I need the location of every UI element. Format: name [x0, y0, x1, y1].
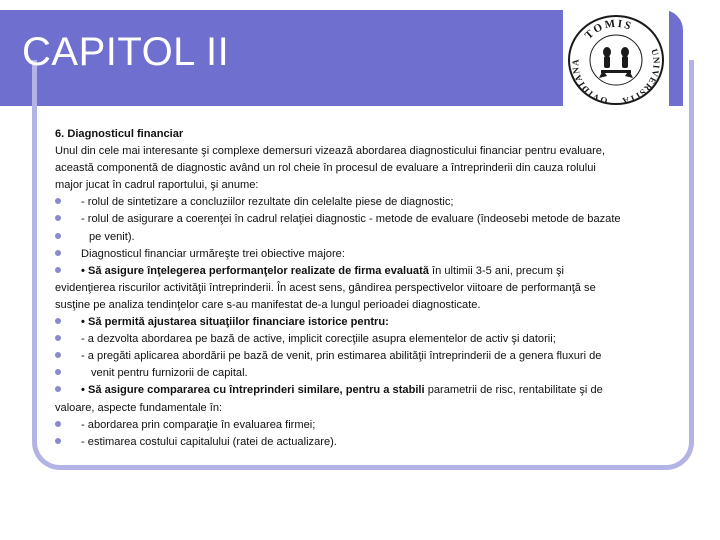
content-body	[55, 126, 683, 451]
seal-text-top: TOMIS	[582, 17, 635, 42]
bullet-icon	[55, 421, 61, 427]
bullet-item: venit pentru furnizorii de capital.	[55, 365, 683, 382]
university-logo	[563, 10, 669, 106]
bullet-item: - estimarea costului capitalului (ratei de actualizare).	[55, 434, 683, 451]
bullet-icon	[55, 335, 61, 341]
seal-text-right: UNIVERSITA	[620, 47, 662, 106]
intro-line: major jucat în cadrul raportului, şi anume:	[55, 179, 259, 192]
section-heading: 6. Diagnosticul financiar	[55, 128, 184, 140]
bullet-item: pe venit).	[55, 229, 683, 246]
paragraph-line: valoare, aspecte fundamentale în:	[55, 401, 223, 414]
bullet-icon	[55, 438, 61, 444]
bullet-item: Diagnosticul financiar urmăreşte trei obiective majore:	[55, 246, 683, 263]
bullet-item: - a dezvolta abordarea pe bază de active, implicit corecţiile asupra elementelor de activ şi datorii;	[55, 331, 683, 348]
bullet-item: - rolul de sintetizare a concluziilor rezultate din celelalte piese de diagnostic;	[55, 194, 683, 211]
bullet-icon	[55, 318, 61, 324]
bullet-icon	[55, 386, 61, 392]
seal-icon	[563, 10, 669, 106]
slide-title: CAPITOL II	[22, 30, 230, 74]
bullet-icon	[55, 215, 61, 221]
bullet-icon	[55, 250, 61, 256]
bullet-icon	[55, 369, 61, 375]
bullet-icon	[55, 267, 61, 273]
bullet-item: - rolul de asigurare a coerenţei în cadrul relaţiei diagnostic - metode de evaluare (îndeosebi metode de bazate	[55, 211, 683, 228]
bullet-icon	[55, 352, 61, 358]
intro-line: această componentă de diagnostic având un rol cheie în procesul de evaluare a întreprinderii din cauza rolului	[55, 162, 596, 175]
bullet-icon	[55, 233, 61, 239]
paragraph-line: evidenţierea riscurilor activităţii întreprinderii. În acest sens, gândirea perspectivelor viitoare de performanţă se	[55, 281, 596, 294]
paragraph-line: susţine pe analiza tendinţelor care s-au manifestat de-a lungul perioadei diagnosticate.	[55, 298, 481, 311]
bullet-item: • Să asigure înţelegerea performanţelor realizate de firma evaluată în ultimii 3-5 ani, precum şi	[55, 263, 683, 280]
intro-line: Unul din cele mai interesante şi complexe demersuri vizează abordarea diagnosticului financiar pentru evaluare,	[55, 145, 606, 158]
bullet-item: • Să permită ajustarea situaţiilor financiare istorice pentru:	[55, 314, 683, 331]
bullet-item: • Să asigure compararea cu întreprinderi similare, pentru a stabili parametrii de risc, rentabilitate şi de	[55, 382, 683, 399]
seal-text-left: OVIDIANA	[570, 58, 609, 106]
bullet-item: - a pregăti aplicarea abordării pe bază de venit, prin estimarea abilităţii întreprinderii de a genera fluxuri de	[55, 348, 683, 365]
bullet-item: - abordarea prin comparaţie în evaluarea firmei;	[55, 417, 683, 434]
bullet-icon	[55, 198, 61, 204]
